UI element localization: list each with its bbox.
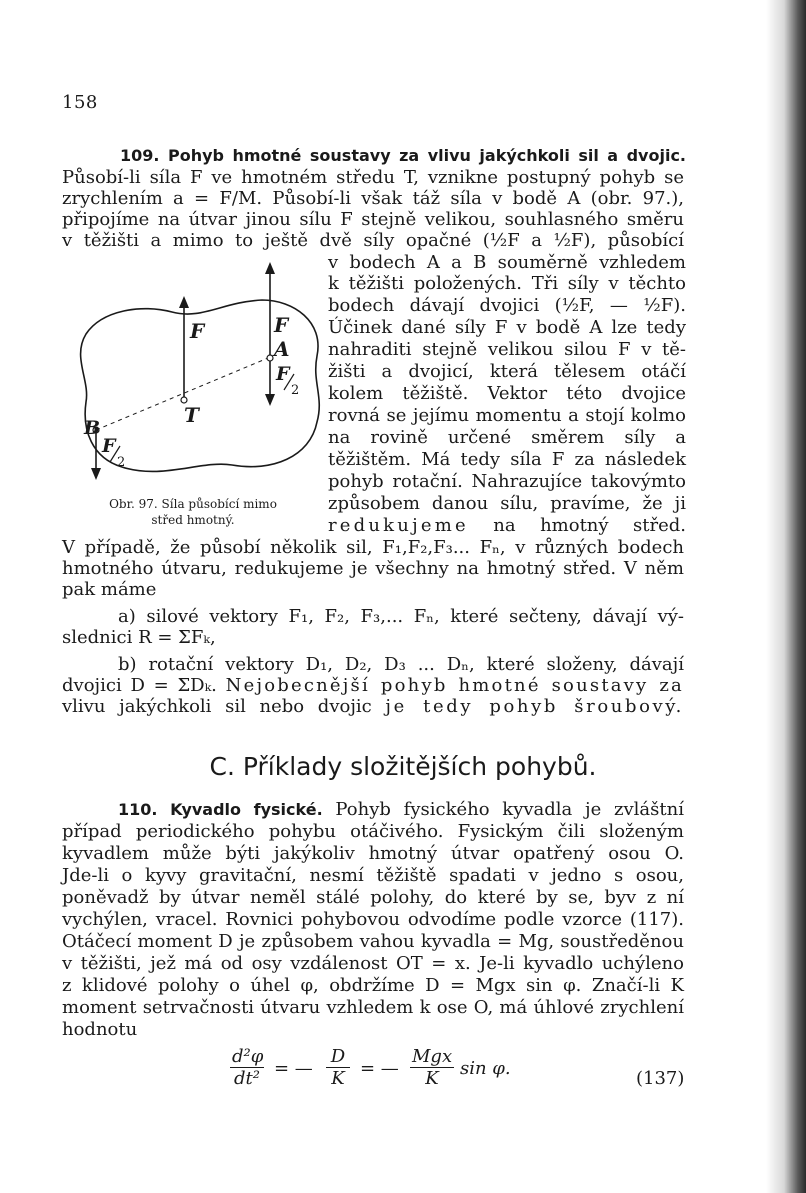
lhs-fraction	[230, 1046, 264, 1089]
item-a-line: a) silové vektory F₁, F₂, F₃,... Fₙ, které sečteny, dávají vý-	[118, 606, 684, 627]
para109-line: připojíme na útvar jinou sílu F stejně velikou, souhlasného směru	[62, 209, 684, 230]
frac2-numerator: Mgx	[412, 1046, 453, 1067]
reduce-rest: na hmotný střed.	[493, 515, 686, 536]
label-T: T	[184, 403, 199, 427]
after-line: pak máme	[62, 579, 157, 600]
para109-line: zrychlením a = F/M. Působí-li však táž síla v bodě A (obr. 97.),	[62, 188, 684, 209]
arrowhead-F-A-down	[265, 394, 275, 406]
para110-line: případ periodického pohybu otáčivého. Fysickým čili složeným	[62, 821, 684, 842]
wrap-line: těžištěm. Má tedy síla F za následek	[328, 449, 686, 470]
figure-caption	[62, 496, 324, 528]
item-b-line3	[62, 697, 684, 717]
para110-line: moment setrvačnosti útvaru vzhledem k ose O, má úhlové zrychlení	[62, 997, 684, 1018]
item-b-spaced: je tedy pohyb šroubový.	[385, 696, 684, 717]
wrap-line: Účinek dané síly F v bodě A lze tedy	[328, 317, 686, 338]
arrowhead-F-B-down	[91, 468, 101, 480]
arrowhead-F-center	[179, 296, 189, 308]
fraction-Mgx-K	[410, 1046, 454, 1089]
para110-line: Jde-li o kyvy gravitační, nesmí těžiště spadati v jedno s osou,	[62, 865, 684, 886]
item-a-line: slednici R = ΣFₖ,	[62, 627, 216, 648]
wrap-line: způsobem danou sílu, pravíme, že ji	[328, 493, 686, 514]
point-A	[267, 355, 273, 361]
frac1-numerator: D	[326, 1046, 350, 1068]
equals-minus-1: = —	[274, 1058, 313, 1079]
item-b-spaced: Nejobecnější pohyb hmotné soustavy za	[225, 675, 684, 696]
after-line: hmotného útvaru, redukujeme je všechny na hmotný střed. V něm	[62, 558, 684, 579]
para110-line: poněvadž by útvar neměl stálé polohy, do které by se, byv z ní	[62, 887, 684, 908]
caption-line: Obr. 97. Síla působící mimo	[109, 497, 277, 511]
dashed-line-B-A	[96, 358, 268, 430]
page-binding-edge	[766, 0, 806, 1193]
section-title: C. Příklady složitějších pohybů.	[209, 752, 597, 781]
para110-last-line: hodnotu	[62, 1019, 138, 1040]
wrap-line-reduce	[328, 516, 686, 536]
label-F-half-a: F	[276, 363, 290, 385]
wrap-line: k těžišti položených. Tři síly v těchto	[328, 273, 686, 294]
wrap-line: rovná se jejímu momentu a stojí kolmo	[328, 405, 686, 426]
wrap-line: v bodech A a B souměrně vzhledem	[328, 252, 686, 273]
reduce-spaced: redukujeme	[328, 515, 469, 536]
equation-137	[230, 1046, 530, 1102]
item-b-line: b) rotační vektory D₁, D₂, D₃ ... Dₙ, které složeny, dávají	[118, 654, 684, 675]
page-number: 158	[62, 92, 98, 113]
caption-line: střed hmotný.	[151, 513, 235, 527]
item-b-line2	[62, 676, 684, 696]
para110-line: vychýlen, vracel. Rovnici pohybovou odvodíme podle vzorce (117).	[62, 909, 684, 930]
fraction-D-K	[326, 1046, 350, 1089]
equation-number: (137)	[636, 1068, 685, 1089]
frac2-denominator: K	[425, 1068, 439, 1089]
para110-line: v těžišti, jež má od osy vzdálenost OT = x. Je-li kyvadlo uchýleno	[62, 953, 684, 974]
para110-line: kyvadlem může býti jakýkoliv hmotný útvar opatřený osou O.	[62, 843, 684, 864]
para109-line: v těžišti a mimo to ještě dvě síly opačné (½F a ½F), působící	[62, 230, 684, 251]
lhs-numerator: d²φ	[232, 1046, 264, 1067]
label-F-half-b: F	[102, 435, 116, 457]
arrowhead-F-A-up	[265, 262, 275, 274]
equals-minus-2: = —	[360, 1058, 399, 1079]
sin-phi: sin φ.	[460, 1058, 511, 1079]
wrap-line: kolem těžiště. Vektor této dvojice	[328, 383, 686, 404]
para109-heading: 109. Pohyb hmotné soustavy za vlivu jakýchkoli sil a dvojic.	[120, 146, 686, 165]
item-b-pre: vlivu jakýchkoli sil nebo dvojic	[62, 696, 372, 717]
wrap-line: žišti a dvojicí, která tělesem otáčí	[328, 361, 686, 382]
para109-line: Působí-li síla F ve hmotném středu T, vznikne postupný pohyb se	[62, 167, 684, 188]
wrap-line: nahraditi stejně velikou silou F v tě-	[328, 339, 686, 360]
item-b-pre: dvojici D = ΣDₖ.	[62, 675, 217, 696]
label-F-center: F	[190, 319, 205, 343]
label-F-right: F	[274, 313, 289, 337]
para110-heading: 110. Kyvadlo fysické.	[118, 800, 323, 819]
para110-line: Otáčecí moment D je způsobem vahou kyvadla = Mg, soustředěnou	[62, 931, 684, 952]
label-half-b: 2	[117, 455, 126, 470]
wrap-line: na rovině určené směrem síly a	[328, 427, 686, 448]
figure-97	[62, 262, 324, 494]
para110-first-rest: Pohyb fysického kyvadla je zvláštní	[335, 799, 684, 820]
frac1-denominator: K	[331, 1068, 345, 1089]
label-B: B	[84, 417, 101, 439]
label-half-a: 2	[291, 383, 300, 398]
para110-first-line	[118, 800, 684, 820]
para110-line: z klidové polohy o úhel φ, obdržíme D = Mgx sin φ. Značí-li K	[62, 975, 684, 996]
label-A: A	[274, 337, 290, 361]
after-line: V případě, že působí několik sil, F₁,F₂,F₃... Fₙ, v různých bodech	[62, 537, 684, 558]
wrap-line: pohyb rotační. Nahrazujíce takovýmto	[328, 471, 686, 492]
lhs-denominator: dt²	[234, 1068, 260, 1089]
wrap-line: bodech dávají dvojici (½F, — ½F).	[328, 295, 686, 316]
